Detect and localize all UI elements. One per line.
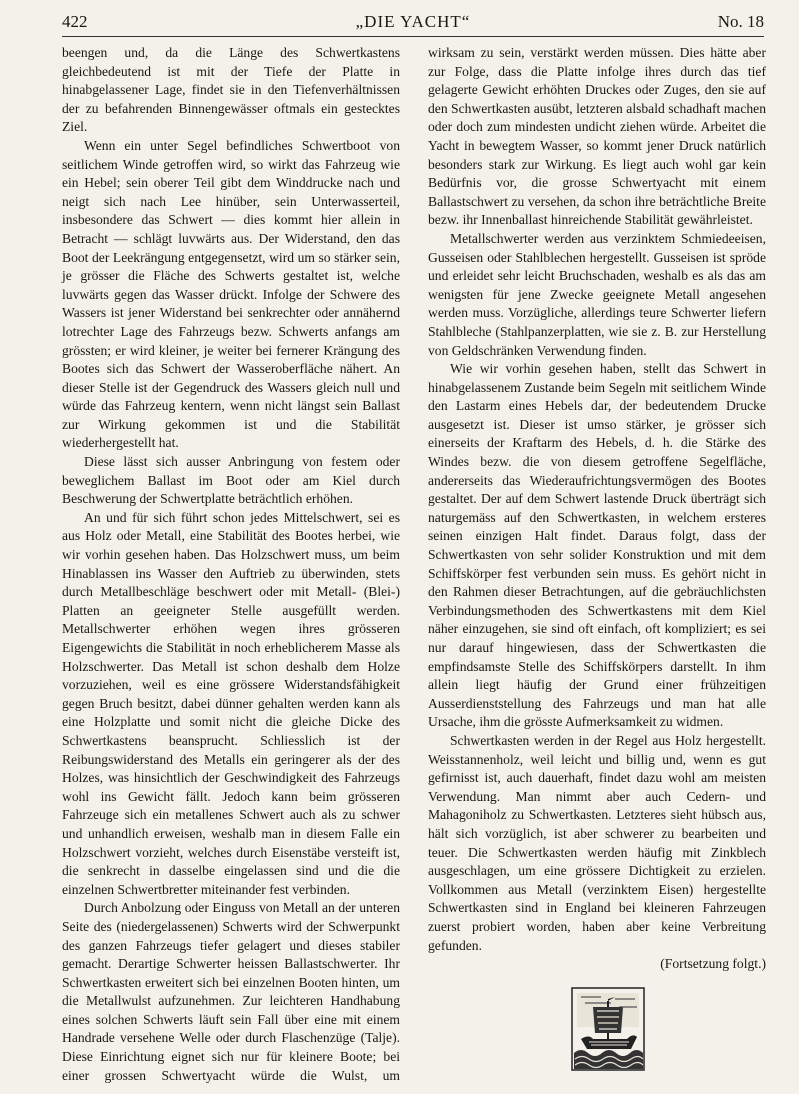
paragraph: Durch Anbolzung oder Einguss von Metall an der unteren Seite des (niedergelassenen) Schwerts wird der Schwerpunkt des ganzen Fahrzeugs tiefer gelagert und dieses stabiler gemacht. Derartige Schwerter heissen Ballastschwerter. Ihr Schwertkasten erweitert sich bei einzelnen Booten hinten, um die Metallwulst aufzunehmen. Zur leichteren Handhabung eines solchen Schwerts läuft sein Fall über eine mit einem Handrade versehene Welle oder durch Flaschenzüge (Talje). Diese Einrichtung eignet sich nur für kleinere Boote; bei einer grossen Schwertyacht würde die Wulst, um <box>62 900 400 1083</box>
paragraph: Schwertkasten werden in der Regel aus Holz hergestellt. Weisstannenholz, weil leicht und billig und, wenn es gut gefirnisst ist, auch dauerhaft, findet dazu wohl am meisten Verwendung. Man nimmt aber auch Cedern- und Mahagoniholz zu Schwertkasten. Letzteres sieht hübsch aus, hält sich vorzüglich, ist aber schwerer zu bearbeiten und teuer. Die Schwertkasten werden häufig mit Zinkblech ausgeschlagen, um eine grössere Dichtigkeit zu erzielen. Vollkommen aus Metall (verzinktem Eisen) hergestellte Schwertkasten sind in England bei kleineren Fahrzeugen zuerst probiert worden, haben aber keine Verbreitung gefunden. <box>428 732 766 953</box>
paragraph: beengen und, da die Länge des Schwertkastens gleichbedeutend ist mit der Tiefe der Platte in hinabgelassener Lage, findet sie in den Tiefenverhältnissen der zu befahrenden Binnengewässer oftmals ein gestecktes Ziel. <box>62 45 400 135</box>
right-column <box>428 44 766 974</box>
page-number: 422 <box>62 12 88 31</box>
paragraph: Wenn ein unter Segel befindliches Schwertboot von seitlichem Winde getroffen wird, so wirkt das Fahrzeug wie ein Hebel; sein oberer Teil gibt dem Winddrucke nach und neigt sich nach Lee hinüber, sein Unterwasserteil, insbesondere das Schwert — dies kommt hier allein in Betracht — schlägt luvwärts aus. Der Widerstand, den das Boot der Leekrängung entgegensetzt, wird um so stärker sein, je grösser die Fläche des Schwerts gestaltet ist, welche luvwärts gegen das Wasser drückt. Infolge der Schwere des Wassers ist jener Widerstand bei senkrechter oder annähernd lotrechter Lage des Fahrzeugs bezw. Schwerts anfangs am grössten; er wird kleiner, je weiter bei fernerer Krängung des Bootes sich das Schwert der Wasseroberfläche nähert. An dieser Stelle ist der Gegendruck des Wassers gleich null und würde das Fahrzeug kentern, wenn nicht längst sein Ballast zur Wirkung gekommen ist und die Stabilität wiederhergestellt hat. <box>62 137 400 451</box>
sailing-ship-vignette-icon <box>571 987 645 1071</box>
paragraph: Metallschwerter werden aus verzinktem Schmiedeeisen, Gusseisen oder Stahlblechen hergestellt. Gusseisen ist spröde und erleidet sehr leicht Bruchschaden, weshalb es als das am wenigsten für jene Zwecke geeignete Metall angesehen werden muss. Vorzügliche, allerdings teure Schwerter liefern Stahlbleche (Stahlpanzerplatten, wie sie z. B. zur Herstellung von Geldschränken Verwendung finden. <box>428 230 766 358</box>
paragraph: Wie wir vorhin gesehen haben, stellt das Schwert in hinabgelassenem Zustande beim Segeln mit seitlichem Winde den Lastarm eines Hebels dar, der bedeutendem Drucke ausgesetzt ist. Dieser ist umso stärker, je grösser sich einerseits der Kraftarm des Hebels, d. h. die Stärke des Windes bezw. die von diesem getroffene Segelfläche, andererseits das Wiederaufrichtungsvermögen des Bootes gestaltet. Der auf dem Schwert lastende Druck überträgt sich naturgemäss auf den Schwertkasten, in welchem ersteres seinen einzigen Halt findet. Daraus folgt, dass der Schwertkasten von sehr solider Konstruktion und mit dem Schiffskörper fest verbunden sein muss. Es gehört nicht in den Rahmen dieser Betrachtungen, auf die gebräuchlichsten Verbindungsmethoden des Schwertkastens mit dem Kiel näher einzugehen, sie sind oft einfach, oft kompliziert; es sei nur darauf hingewiesen, dass der Schwertkasten die empfindsamste Stelle des Schiffskörpers darstellt. In ihm allein liegt häufig der Grund einer frühzeitigen Ausserdienststellung des Fahrzeugs und man hat alle Ursache, ihm die grösste Aufmerksamkeit zu widmen. <box>428 361 766 730</box>
paragraph: An und für sich führt schon jedes Mittelschwert, sei es aus Holz oder Metall, eine Stabilität des Bootes herbei, wie wir vorhin gesehen haben. Das Holzschwert muss, um beim Hinablassen ins Wasser den Auftrieb zu überwinden, stets durch Metallbeschläge beschwert oder mit Metall- (Blei-) Platten an geeigneter Stelle ausgefüllt werden. Metallschwerter erhöhen wegen ihres grösseren Eigengewichts die Stabilität in noch erheblicherem Masse als Holzschwerter. Das Metall ist schon deshalb dem Holze vorzuziehen, weil es eine grössere Widerstandsfähigkeit gegen Bruch besitzt, dabei dünner gehalten werden kann als eine Holzplatte und somit nicht die gleiche Dicke des Schwertkastens beansprucht. Schliesslich ist der Reibungswiderstand des Metalls ein geringerer als der des Holzes, was hinsichtlich der Geschwindigkeit des Fahrzeugs wohl ins Gewicht fällt. Jedoch kann beim grösseren Fahrzeuge sich ein metallenes Schwert auch als zu schwer und unhandlich erweisen, weshalb man in diesem Falle ein Holzschwert vorzieht, welches durch Eisenstäbe versteift ist, die senkrecht in dasselbe eingelassen sind und die die einzelnen Schwertbretter miteinander fest verbinden. <box>62 509 400 897</box>
running-header <box>62 10 764 37</box>
continuation-text: (Fortsetzung folgt.) <box>660 956 766 972</box>
left-column <box>62 44 400 1085</box>
continuation-note <box>428 955 766 974</box>
journal-title: „DIE YACHT“ <box>355 12 471 31</box>
issue-number: No. 18 <box>717 12 764 31</box>
paragraph: wirksam zu sein, verstärkt werden müssen. Dies hätte aber zur Folge, dass die Platte infolge ihres durch das tief gelagerte Gewicht erhöhten Druckes oder Zuges, den sie auf den Schwertkasten ausübt, letzteren alsbald schadhaft machen oder doch zum mindesten undicht ziehen würde. Arbeitet die Yacht in bewegtem Wasser, so kommt jener Druck natürlich besonders stark zur Wirkung. Es liegt auch wohl gar kein Bedürfnis vor, die grosse Schwertyacht mit einem Ballastschwert zu versehen, da schon ihre beträchtliche Breite bezw. ihr Innenballast hinreichende Stabilität gewährleistet. <box>428 45 766 228</box>
paragraph: Diese lässt sich ausser Anbringung von festem oder beweglichem Ballast im Boot oder am Kiel durch Beschwerung der Schwertplatte beträchtlich erhöhen. <box>62 454 400 507</box>
